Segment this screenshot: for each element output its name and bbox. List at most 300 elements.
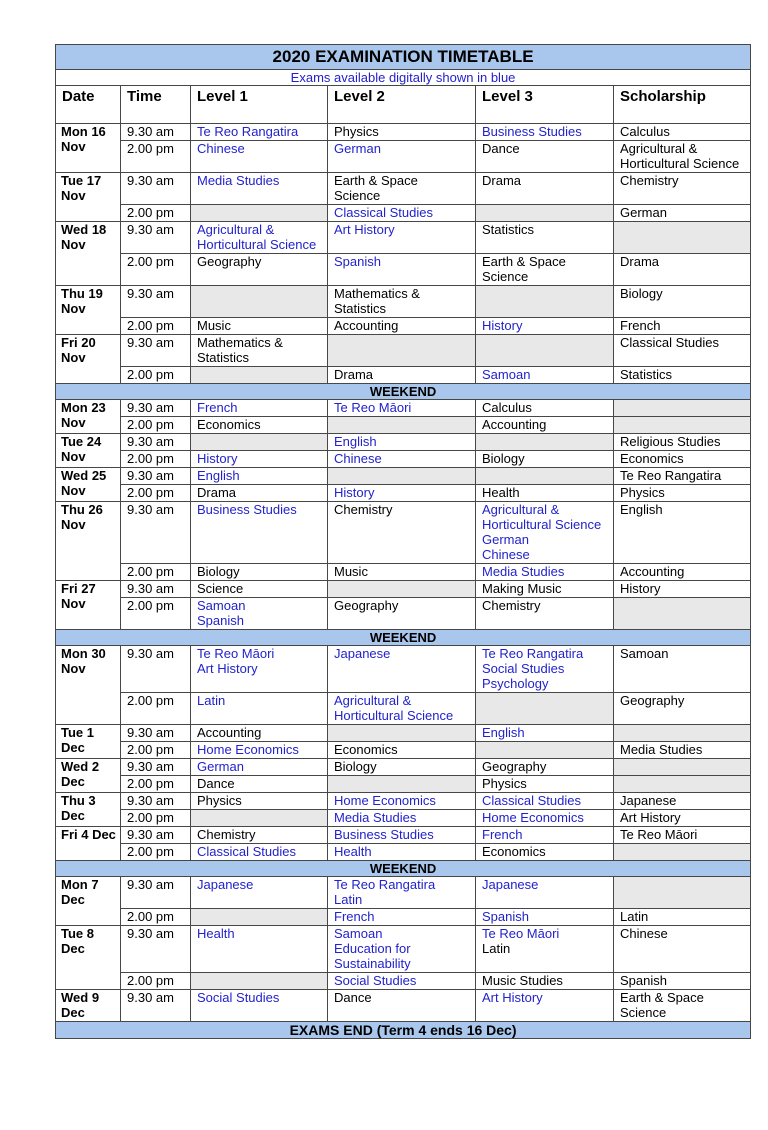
date-cell <box>56 926 121 990</box>
subject-cell <box>191 844 328 861</box>
subject-label: Accounting <box>197 725 262 740</box>
subject-label: Dance <box>482 141 520 156</box>
subtitle-row <box>56 70 751 86</box>
subject-cell <box>476 973 614 990</box>
empty-cell <box>328 725 476 742</box>
subject-cell <box>191 222 328 254</box>
time-cell: 9.30 am <box>121 434 191 451</box>
empty-cell <box>614 725 751 742</box>
subject-cell <box>191 335 328 367</box>
subject-label: German <box>620 205 667 220</box>
subject-cell <box>328 141 476 173</box>
subject-label: Statistics <box>482 222 535 237</box>
digital-subject-label: Media Studies <box>482 564 565 579</box>
subject-cell <box>614 564 751 581</box>
date-line: Thu 3 <box>61 793 96 808</box>
timetable-row <box>56 205 751 222</box>
subject-cell <box>476 646 614 693</box>
digital-subject-label: Home Economics <box>197 742 299 757</box>
timetable-row <box>56 581 751 598</box>
subject-label: Earth & Space Science <box>620 990 704 1020</box>
timetable-row <box>56 759 751 776</box>
empty-cell <box>476 205 614 222</box>
col-header-level3: Level 3 <box>476 86 614 124</box>
subject-cell <box>614 367 751 384</box>
subject-label: Te Reo Rangatira <box>620 468 722 483</box>
date-cell <box>56 434 121 468</box>
subject-label: Music Studies <box>482 973 563 988</box>
time-cell: 9.30 am <box>121 335 191 367</box>
subject-cell <box>476 990 614 1022</box>
empty-cell <box>476 286 614 318</box>
digital-subject-label: Japanese <box>197 877 254 892</box>
subject-cell <box>328 742 476 759</box>
subject-cell <box>476 400 614 417</box>
time-cell: 9.30 am <box>121 990 191 1022</box>
subject-cell <box>191 124 328 141</box>
subject-label: Latin <box>482 941 511 956</box>
subject-label: Making Music <box>482 581 562 596</box>
subject-cell <box>476 367 614 384</box>
digital-subject-label: French <box>482 827 523 842</box>
time-cell: 9.30 am <box>121 468 191 485</box>
digital-subject-label: Te Reo Rangatira <box>197 124 299 139</box>
date-line: Wed 25 <box>61 468 107 483</box>
subject-cell <box>476 254 614 286</box>
empty-cell <box>614 877 751 909</box>
digital-subject-label: Classical Studies <box>334 205 433 220</box>
time-cell: 2.00 pm <box>121 909 191 926</box>
digital-subject-label: English <box>482 725 525 740</box>
empty-cell <box>476 693 614 725</box>
subject-cell <box>328 973 476 990</box>
empty-cell <box>476 742 614 759</box>
date-cell <box>56 502 121 581</box>
date-line: Thu 19 <box>61 286 103 301</box>
subject-cell <box>476 810 614 827</box>
subject-cell <box>476 485 614 502</box>
subject-label: Physics <box>334 124 379 139</box>
empty-cell <box>191 286 328 318</box>
date-line: Wed 2 <box>61 759 100 774</box>
digital-subject-label: History <box>197 451 238 466</box>
date-line: Nov <box>61 188 86 203</box>
digital-subject-label: English <box>197 468 240 483</box>
digital-subject-label: Health <box>197 926 235 941</box>
subject-cell <box>328 367 476 384</box>
subject-label: Art History <box>620 810 681 825</box>
subject-label: History <box>620 581 661 596</box>
digital-subject-label: Social Studies <box>197 990 280 1005</box>
weekend-row <box>56 861 751 877</box>
subject-label: Health <box>482 485 520 500</box>
subject-label: Accounting <box>334 318 399 333</box>
subject-label: Accounting <box>482 417 547 432</box>
empty-cell <box>191 434 328 451</box>
subject-label: Physics <box>620 485 665 500</box>
digital-subject-label: Social Studies <box>334 973 417 988</box>
subject-cell <box>328 254 476 286</box>
subject-label: French <box>620 318 661 333</box>
timetable-row <box>56 451 751 468</box>
subject-label: Geography <box>620 693 685 708</box>
subject-cell <box>476 793 614 810</box>
timetable-row <box>56 286 751 318</box>
digital-subject-label: Japanese <box>482 877 539 892</box>
subject-cell <box>328 451 476 468</box>
empty-cell <box>614 759 751 776</box>
date-cell <box>56 173 121 222</box>
time-cell: 2.00 pm <box>121 367 191 384</box>
timetable-row <box>56 173 751 205</box>
subject-label: Economics <box>334 742 398 757</box>
timetable-row <box>56 434 751 451</box>
subject-label: Statistics <box>620 367 673 382</box>
subject-cell <box>191 776 328 793</box>
date-line: Dec <box>61 892 85 907</box>
subject-cell <box>191 141 328 173</box>
subject-label: Physics <box>197 793 242 808</box>
subject-label: Biology <box>334 759 377 774</box>
date-cell <box>56 124 121 173</box>
time-cell: 9.30 am <box>121 581 191 598</box>
date-cell <box>56 759 121 793</box>
subject-cell <box>328 400 476 417</box>
subject-cell <box>328 173 476 205</box>
subject-label: Dance <box>334 990 372 1005</box>
subject-cell <box>614 141 751 173</box>
subject-label: Calculus <box>620 124 670 139</box>
subject-cell <box>476 725 614 742</box>
title-row <box>56 45 751 70</box>
page-title: 2020 EXAMINATION TIMETABLE <box>56 45 751 70</box>
subject-cell <box>328 793 476 810</box>
time-cell: 2.00 pm <box>121 141 191 173</box>
time-cell: 9.30 am <box>121 759 191 776</box>
digital-subject-label: Spanish <box>197 613 244 628</box>
subject-cell <box>614 286 751 318</box>
subject-cell <box>476 877 614 909</box>
date-line: Fri 4 Dec <box>61 827 116 842</box>
col-header-level2: Level 2 <box>328 86 476 124</box>
subject-cell <box>328 926 476 973</box>
subject-label: Media Studies <box>620 742 703 757</box>
subject-cell <box>614 335 751 367</box>
subject-cell <box>328 827 476 844</box>
date-cell <box>56 581 121 630</box>
subject-cell <box>614 434 751 451</box>
subject-cell <box>328 598 476 630</box>
empty-cell <box>328 776 476 793</box>
subject-label: Agricultural & Horticultural Science <box>620 141 740 171</box>
date-line: Mon 30 <box>61 646 106 661</box>
time-cell: 2.00 pm <box>121 742 191 759</box>
digital-subject-label: Classical Studies <box>197 844 296 859</box>
digital-subject-label: Business Studies <box>334 827 434 842</box>
digital-subject-label: Business Studies <box>482 124 582 139</box>
subject-cell <box>328 759 476 776</box>
digital-subject-label: Chinese <box>482 547 530 562</box>
subject-label: Accounting <box>620 564 685 579</box>
subject-cell <box>476 598 614 630</box>
digital-subject-label: Home Economics <box>482 810 584 825</box>
empty-cell <box>614 417 751 434</box>
date-cell <box>56 725 121 759</box>
date-cell <box>56 793 121 827</box>
time-cell: 9.30 am <box>121 173 191 205</box>
weekend-label: WEEKEND <box>56 630 751 646</box>
time-cell: 2.00 pm <box>121 973 191 990</box>
date-line: Thu 26 <box>61 502 103 517</box>
subject-cell <box>191 759 328 776</box>
digital-subject-label: Psychology <box>482 676 549 691</box>
digital-subject-label: Education for Sustainability <box>334 941 411 971</box>
time-cell: 9.30 am <box>121 793 191 810</box>
subject-cell <box>328 485 476 502</box>
digital-subject-label: Media Studies <box>197 173 280 188</box>
date-line: Tue 24 <box>61 434 102 449</box>
weekend-label: WEEKEND <box>56 384 751 400</box>
subject-cell <box>328 205 476 222</box>
digital-subject-label: Home Economics <box>334 793 436 808</box>
digital-subject-label: Agricultural & Horticultural Science <box>482 502 602 532</box>
date-line: Fri 27 <box>61 581 96 596</box>
empty-cell <box>191 367 328 384</box>
date-cell <box>56 335 121 384</box>
subject-label: Economics <box>482 844 546 859</box>
digital-subject-label: German <box>334 141 381 156</box>
digital-subject-label: Spanish <box>482 909 529 924</box>
subject-label: Drama <box>482 173 522 188</box>
empty-cell <box>614 222 751 254</box>
date-line: Nov <box>61 139 86 154</box>
date-cell <box>56 827 121 861</box>
subject-cell <box>328 877 476 909</box>
time-cell: 9.30 am <box>121 926 191 973</box>
col-header-time: Time <box>121 86 191 124</box>
digital-subject-label: Samoan <box>482 367 531 382</box>
empty-cell <box>614 776 751 793</box>
subject-cell <box>191 468 328 485</box>
subject-label: Economics <box>620 451 684 466</box>
digital-subject-label: Chinese <box>197 141 245 156</box>
timetable-body <box>56 124 751 1022</box>
date-line: Nov <box>61 596 86 611</box>
subject-cell <box>614 693 751 725</box>
subject-cell <box>191 451 328 468</box>
col-header-level1: Level 1 <box>191 86 328 124</box>
timetable-page <box>0 44 768 1039</box>
subject-label: Physics <box>482 776 527 791</box>
timetable-row <box>56 725 751 742</box>
digital-subject-label: Samoan <box>334 926 383 941</box>
date-line: Nov <box>61 237 86 252</box>
digital-subject-label: Media Studies <box>334 810 417 825</box>
digital-subject-label: History <box>482 318 523 333</box>
subject-cell <box>476 844 614 861</box>
subject-cell <box>328 286 476 318</box>
subject-cell <box>614 254 751 286</box>
subject-label: Calculus <box>482 400 532 415</box>
date-cell <box>56 877 121 926</box>
subject-cell <box>476 776 614 793</box>
digital-subject-label: Chinese <box>334 451 382 466</box>
date-line: Wed 9 <box>61 990 100 1005</box>
subject-cell <box>328 646 476 693</box>
time-cell: 9.30 am <box>121 222 191 254</box>
subject-cell <box>191 742 328 759</box>
digital-subject-label: Agricultural & Horticultural Science <box>197 222 317 252</box>
subject-label: Chinese <box>620 926 668 941</box>
empty-cell <box>614 400 751 417</box>
digital-subject-label: German <box>482 532 529 547</box>
time-cell: 9.30 am <box>121 124 191 141</box>
timetable-row <box>56 502 751 564</box>
subject-cell <box>614 926 751 973</box>
date-line: Nov <box>61 517 86 532</box>
subject-label: Drama <box>334 367 374 382</box>
time-cell: 9.30 am <box>121 725 191 742</box>
empty-cell <box>614 598 751 630</box>
subject-label: Economics <box>197 417 261 432</box>
subject-cell <box>191 254 328 286</box>
subject-cell <box>476 502 614 564</box>
subject-cell <box>614 502 751 564</box>
subject-label: Mathematics & Statistics <box>334 286 420 316</box>
digital-subject-label: Business Studies <box>197 502 297 517</box>
subject-cell <box>614 451 751 468</box>
date-cell <box>56 400 121 434</box>
empty-cell <box>476 335 614 367</box>
subject-cell <box>191 564 328 581</box>
date-line: Dec <box>61 808 85 823</box>
digital-exams-note: Exams available digitally shown in blue <box>56 70 751 86</box>
subject-cell <box>328 124 476 141</box>
empty-cell <box>191 973 328 990</box>
subject-cell <box>476 417 614 434</box>
subject-cell <box>614 468 751 485</box>
date-line: Tue 17 <box>61 173 102 188</box>
date-line: Dec <box>61 740 85 755</box>
timetable-row <box>56 485 751 502</box>
subject-cell <box>328 502 476 564</box>
subject-cell <box>328 222 476 254</box>
digital-subject-label: Te Reo Māori <box>482 926 560 941</box>
subject-cell <box>614 205 751 222</box>
empty-cell <box>614 844 751 861</box>
subject-cell <box>191 877 328 909</box>
date-line: Nov <box>61 415 86 430</box>
time-cell: 2.00 pm <box>121 844 191 861</box>
col-header-date: Date <box>56 86 121 124</box>
subject-cell <box>614 909 751 926</box>
subject-cell <box>191 598 328 630</box>
date-line: Nov <box>61 449 86 464</box>
digital-subject-label: Te Reo Rangatira <box>482 646 584 661</box>
digital-subject-label: Samoan <box>197 598 246 613</box>
date-cell <box>56 646 121 725</box>
subject-cell <box>328 318 476 335</box>
subject-label: English <box>620 502 663 517</box>
subject-label: Chemistry <box>197 827 256 842</box>
subject-cell <box>476 926 614 973</box>
timetable-row <box>56 844 751 861</box>
subject-cell <box>191 502 328 564</box>
date-line: Mon 23 <box>61 400 106 415</box>
subject-label: Chemistry <box>482 598 541 613</box>
digital-subject-label: Te Reo Rangatira <box>334 877 436 892</box>
empty-cell <box>476 434 614 451</box>
digital-subject-label: Japanese <box>334 646 391 661</box>
time-cell: 2.00 pm <box>121 776 191 793</box>
subject-label: Geography <box>197 254 262 269</box>
empty-cell <box>328 335 476 367</box>
timetable-row <box>56 598 751 630</box>
time-cell: 9.30 am <box>121 646 191 693</box>
time-cell: 2.00 pm <box>121 451 191 468</box>
digital-subject-label: English <box>334 434 377 449</box>
subject-cell <box>328 990 476 1022</box>
timetable-row <box>56 468 751 485</box>
time-cell: 2.00 pm <box>121 318 191 335</box>
subject-cell <box>328 564 476 581</box>
subject-cell <box>191 318 328 335</box>
subject-cell <box>191 793 328 810</box>
digital-subject-label: Art History <box>482 990 543 1005</box>
subject-label: Chemistry <box>620 173 679 188</box>
time-cell: 2.00 pm <box>121 485 191 502</box>
date-line: Tue 1 <box>61 725 94 740</box>
subject-cell <box>476 759 614 776</box>
timetable-row <box>56 990 751 1022</box>
timetable-row <box>56 646 751 693</box>
timetable-row <box>56 564 751 581</box>
time-cell: 2.00 pm <box>121 810 191 827</box>
subject-label: Chemistry <box>334 502 393 517</box>
empty-cell <box>191 909 328 926</box>
subject-label: Dance <box>197 776 235 791</box>
timetable-row <box>56 776 751 793</box>
subject-label: Biology <box>482 451 525 466</box>
date-line: Dec <box>61 774 85 789</box>
subject-label: Drama <box>197 485 237 500</box>
subject-cell <box>614 646 751 693</box>
date-line: Fri 20 <box>61 335 96 350</box>
subject-cell <box>614 827 751 844</box>
timetable-row <box>56 827 751 844</box>
empty-cell <box>191 205 328 222</box>
time-cell: 9.30 am <box>121 877 191 909</box>
time-cell: 9.30 am <box>121 502 191 564</box>
timetable-row <box>56 124 751 141</box>
subject-label: Japanese <box>620 793 677 808</box>
footer-row <box>56 1022 751 1039</box>
digital-subject-label: German <box>197 759 244 774</box>
time-cell: 9.30 am <box>121 400 191 417</box>
subject-cell <box>476 827 614 844</box>
subject-cell <box>328 810 476 827</box>
subject-cell <box>614 485 751 502</box>
subject-label: Te Reo Māori <box>620 827 698 842</box>
subject-cell <box>191 400 328 417</box>
date-line: Dec <box>61 1005 85 1020</box>
subject-cell <box>476 909 614 926</box>
date-cell <box>56 286 121 335</box>
digital-subject-label: History <box>334 485 375 500</box>
subject-label: Latin <box>620 909 649 924</box>
time-cell: 2.00 pm <box>121 417 191 434</box>
time-cell: 9.30 am <box>121 286 191 318</box>
